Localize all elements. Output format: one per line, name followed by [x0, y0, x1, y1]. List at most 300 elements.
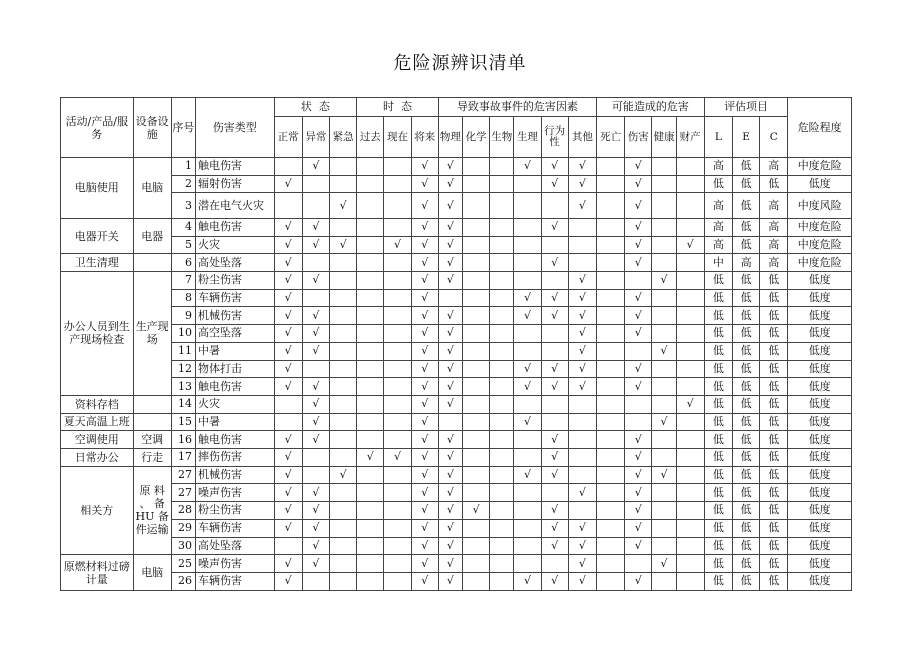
- eval-cell: 低: [732, 413, 759, 431]
- check-cell: √: [676, 395, 704, 413]
- check-cell: [302, 360, 329, 378]
- check-cell: √: [438, 537, 462, 555]
- check-cell: [384, 289, 411, 307]
- check-cell: √: [274, 325, 302, 343]
- check-cell: √: [568, 158, 596, 176]
- risk-level-cell: 低度: [788, 502, 852, 520]
- check-cell: √: [274, 254, 302, 272]
- check-cell: √: [541, 449, 568, 467]
- check-cell: [384, 466, 411, 484]
- eval-cell: 低: [732, 484, 759, 502]
- seq-cell: 8: [171, 289, 195, 307]
- check-cell: √: [541, 175, 568, 193]
- header-column: L: [704, 117, 732, 158]
- check-cell: [490, 271, 514, 289]
- check-cell: [676, 378, 704, 396]
- check-cell: √: [411, 158, 438, 176]
- check-cell: √: [438, 175, 462, 193]
- seq-cell: 5: [171, 236, 195, 254]
- check-cell: [568, 395, 596, 413]
- check-cell: √: [676, 236, 704, 254]
- check-cell: [652, 254, 676, 272]
- header-column: C: [760, 117, 788, 158]
- check-cell: [514, 484, 541, 502]
- check-cell: [384, 537, 411, 555]
- check-cell: [652, 218, 676, 236]
- check-cell: [438, 289, 462, 307]
- check-cell: [652, 360, 676, 378]
- eval-cell: 低: [732, 236, 759, 254]
- eval-cell: 低: [760, 175, 788, 193]
- eval-cell: 低: [704, 307, 732, 325]
- check-cell: [490, 307, 514, 325]
- eval-cell: 低: [732, 466, 759, 484]
- check-cell: [676, 466, 704, 484]
- check-cell: [596, 449, 624, 467]
- risk-level-cell: 低度: [788, 175, 852, 193]
- eval-cell: 低: [760, 449, 788, 467]
- check-cell: [676, 254, 704, 272]
- check-cell: [384, 484, 411, 502]
- check-cell: √: [438, 236, 462, 254]
- check-cell: √: [411, 342, 438, 360]
- check-cell: [676, 449, 704, 467]
- check-cell: √: [541, 360, 568, 378]
- check-cell: [274, 158, 302, 176]
- check-cell: [514, 218, 541, 236]
- check-cell: [329, 254, 356, 272]
- check-cell: [625, 342, 652, 360]
- check-cell: [541, 342, 568, 360]
- harm-type-cell: 高处坠落: [196, 254, 275, 272]
- check-cell: [541, 484, 568, 502]
- harm-type-cell: 粉尘伤害: [196, 502, 275, 520]
- check-cell: [357, 193, 384, 218]
- header-column: E: [732, 117, 759, 158]
- check-cell: [490, 519, 514, 537]
- check-cell: [514, 175, 541, 193]
- check-cell: [357, 360, 384, 378]
- risk-level-cell: 低度: [788, 449, 852, 467]
- check-cell: [357, 236, 384, 254]
- check-cell: [596, 572, 624, 590]
- check-cell: √: [302, 484, 329, 502]
- check-cell: √: [438, 555, 462, 573]
- check-cell: √: [411, 555, 438, 573]
- check-cell: √: [541, 502, 568, 520]
- check-cell: √: [625, 431, 652, 449]
- check-cell: √: [438, 449, 462, 467]
- seq-cell: 7: [171, 271, 195, 289]
- check-cell: √: [568, 572, 596, 590]
- check-cell: √: [438, 307, 462, 325]
- risk-level-cell: 低度: [788, 413, 852, 431]
- check-cell: [596, 484, 624, 502]
- check-cell: [541, 555, 568, 573]
- check-cell: √: [514, 572, 541, 590]
- check-cell: √: [652, 342, 676, 360]
- check-cell: √: [438, 572, 462, 590]
- seq-cell: 9: [171, 307, 195, 325]
- check-cell: √: [302, 271, 329, 289]
- check-cell: [676, 360, 704, 378]
- eval-cell: 高: [760, 236, 788, 254]
- seq-cell: 11: [171, 342, 195, 360]
- check-cell: [357, 218, 384, 236]
- check-cell: [462, 431, 489, 449]
- check-cell: [676, 271, 704, 289]
- table-body: [61, 158, 852, 591]
- check-cell: [652, 502, 676, 520]
- activity-cell: 卫生清理: [61, 254, 134, 272]
- check-cell: [568, 431, 596, 449]
- check-cell: [462, 342, 489, 360]
- check-cell: [302, 572, 329, 590]
- risk-level-cell: 低度: [788, 572, 852, 590]
- eval-cell: 低: [704, 325, 732, 343]
- check-cell: √: [438, 254, 462, 272]
- check-cell: [384, 158, 411, 176]
- check-cell: √: [438, 342, 462, 360]
- check-cell: √: [302, 413, 329, 431]
- check-cell: [514, 325, 541, 343]
- eval-cell: 低: [760, 395, 788, 413]
- seq-cell: 30: [171, 537, 195, 555]
- check-cell: [490, 175, 514, 193]
- check-cell: √: [302, 395, 329, 413]
- check-cell: √: [438, 466, 462, 484]
- eval-cell: 低: [704, 449, 732, 467]
- check-cell: √: [625, 218, 652, 236]
- seq-cell: 29: [171, 519, 195, 537]
- eval-cell: 低: [732, 431, 759, 449]
- risk-level-cell: 低度: [788, 289, 852, 307]
- check-cell: [490, 502, 514, 520]
- check-cell: √: [274, 484, 302, 502]
- eval-cell: 低: [732, 175, 759, 193]
- harm-type-cell: 车辆伤害: [196, 519, 275, 537]
- check-cell: √: [541, 307, 568, 325]
- eval-cell: 低: [760, 307, 788, 325]
- check-cell: [384, 218, 411, 236]
- check-cell: √: [625, 519, 652, 537]
- check-cell: [329, 449, 356, 467]
- activity-cell: 空调使用: [61, 431, 134, 449]
- check-cell: √: [411, 271, 438, 289]
- eval-cell: 低: [760, 572, 788, 590]
- check-cell: [384, 193, 411, 218]
- check-cell: [490, 193, 514, 218]
- harm-type-cell: 辐射伤害: [196, 175, 275, 193]
- header-harm-type: 伤害类型: [196, 98, 275, 158]
- check-cell: [652, 537, 676, 555]
- check-cell: [357, 519, 384, 537]
- check-cell: [329, 395, 356, 413]
- table-row: [61, 218, 852, 236]
- header-equipment: 设备设施: [133, 98, 171, 158]
- header-column: 财产: [676, 117, 704, 158]
- check-cell: [652, 449, 676, 467]
- eval-cell: 中: [704, 254, 732, 272]
- risk-level-cell: 低度: [788, 360, 852, 378]
- check-cell: √: [625, 193, 652, 218]
- check-cell: [541, 395, 568, 413]
- check-cell: √: [541, 519, 568, 537]
- check-cell: √: [302, 555, 329, 573]
- check-cell: √: [274, 555, 302, 573]
- eval-cell: 低: [760, 325, 788, 343]
- check-cell: [596, 555, 624, 573]
- check-cell: √: [462, 502, 489, 520]
- check-cell: [652, 484, 676, 502]
- table-row: [61, 236, 852, 254]
- harm-type-cell: 机械伤害: [196, 307, 275, 325]
- eval-cell: 低: [732, 307, 759, 325]
- seq-cell: 3: [171, 193, 195, 218]
- check-cell: [514, 537, 541, 555]
- harm-type-cell: 火灾: [196, 236, 275, 254]
- check-cell: [490, 395, 514, 413]
- check-cell: √: [625, 484, 652, 502]
- equipment-cell: [133, 395, 171, 413]
- table-row: [61, 395, 852, 413]
- table-row: [61, 378, 852, 396]
- check-cell: [490, 325, 514, 343]
- check-cell: [652, 325, 676, 343]
- check-cell: [329, 537, 356, 555]
- header-tense-group: 时 态: [357, 98, 439, 117]
- check-cell: [596, 236, 624, 254]
- check-cell: √: [625, 254, 652, 272]
- check-cell: √: [411, 254, 438, 272]
- check-cell: [596, 218, 624, 236]
- check-cell: √: [302, 218, 329, 236]
- check-cell: √: [625, 378, 652, 396]
- activity-cell: 资料存档: [61, 395, 134, 413]
- check-cell: [357, 289, 384, 307]
- check-cell: √: [411, 218, 438, 236]
- check-cell: [462, 236, 489, 254]
- header-eval-group: 评估项目: [704, 98, 788, 117]
- risk-level-cell: 低度: [788, 519, 852, 537]
- check-cell: [329, 342, 356, 360]
- check-cell: [652, 519, 676, 537]
- check-cell: √: [411, 175, 438, 193]
- check-cell: [462, 555, 489, 573]
- check-cell: √: [274, 271, 302, 289]
- check-cell: √: [411, 449, 438, 467]
- check-cell: √: [514, 466, 541, 484]
- check-cell: [329, 502, 356, 520]
- check-cell: [652, 431, 676, 449]
- check-cell: [490, 413, 514, 431]
- check-cell: [568, 413, 596, 431]
- check-cell: [490, 360, 514, 378]
- check-cell: [329, 158, 356, 176]
- check-cell: [384, 502, 411, 520]
- check-cell: [676, 193, 704, 218]
- check-cell: [357, 413, 384, 431]
- check-cell: [596, 360, 624, 378]
- check-cell: [490, 342, 514, 360]
- risk-level-cell: 中度危险: [788, 254, 852, 272]
- check-cell: √: [438, 218, 462, 236]
- check-cell: √: [302, 378, 329, 396]
- check-cell: [514, 254, 541, 272]
- check-cell: √: [568, 537, 596, 555]
- check-cell: [514, 449, 541, 467]
- check-cell: [329, 307, 356, 325]
- check-cell: [462, 193, 489, 218]
- check-cell: √: [438, 431, 462, 449]
- equipment-cell: 生产现场: [133, 271, 171, 395]
- check-cell: [462, 395, 489, 413]
- seq-cell: 26: [171, 572, 195, 590]
- check-cell: √: [541, 158, 568, 176]
- check-cell: [596, 289, 624, 307]
- check-cell: [384, 271, 411, 289]
- equipment-cell: 电脑: [133, 555, 171, 591]
- check-cell: [274, 395, 302, 413]
- check-cell: √: [438, 193, 462, 218]
- check-cell: [384, 431, 411, 449]
- header-column: 将来: [411, 117, 438, 158]
- check-cell: √: [568, 271, 596, 289]
- check-cell: [596, 325, 624, 343]
- eval-cell: 高: [760, 254, 788, 272]
- harm-type-cell: 触电伤害: [196, 378, 275, 396]
- check-cell: [357, 395, 384, 413]
- eval-cell: 低: [760, 431, 788, 449]
- check-cell: √: [438, 395, 462, 413]
- activity-cell: 电脑使用: [61, 158, 134, 219]
- check-cell: [568, 236, 596, 254]
- harm-type-cell: 中暑: [196, 342, 275, 360]
- check-cell: √: [438, 502, 462, 520]
- eval-cell: 低: [704, 271, 732, 289]
- check-cell: [625, 413, 652, 431]
- check-cell: √: [274, 360, 302, 378]
- table-row: [61, 449, 852, 467]
- eval-cell: 高: [732, 254, 759, 272]
- table-row: [61, 466, 852, 484]
- check-cell: [596, 193, 624, 218]
- risk-level-cell: 中度风险: [788, 193, 852, 218]
- header-state-group: 状 态: [274, 98, 357, 117]
- eval-cell: 低: [732, 360, 759, 378]
- check-cell: [384, 325, 411, 343]
- check-cell: [357, 307, 384, 325]
- check-cell: [462, 449, 489, 467]
- harm-type-cell: 噪声伤害: [196, 484, 275, 502]
- table-row: [61, 342, 852, 360]
- check-cell: √: [652, 555, 676, 573]
- table-header: [61, 98, 852, 158]
- check-cell: √: [274, 236, 302, 254]
- equipment-cell: 空调: [133, 431, 171, 449]
- page-title: 危险源辨识清单: [393, 53, 527, 74]
- check-cell: [541, 236, 568, 254]
- check-cell: √: [411, 289, 438, 307]
- check-cell: [462, 360, 489, 378]
- harm-type-cell: 触电伤害: [196, 431, 275, 449]
- header-column: 紧急: [329, 117, 356, 158]
- harm-type-cell: 潜在电气火灾: [196, 193, 275, 218]
- activity-cell: 相关方: [61, 466, 134, 555]
- check-cell: [490, 218, 514, 236]
- risk-level-cell: 低度: [788, 484, 852, 502]
- check-cell: [596, 537, 624, 555]
- check-cell: [676, 307, 704, 325]
- eval-cell: 低: [760, 484, 788, 502]
- eval-cell: 低: [704, 519, 732, 537]
- check-cell: √: [302, 236, 329, 254]
- check-cell: [625, 271, 652, 289]
- check-cell: [357, 378, 384, 396]
- seq-cell: 12: [171, 360, 195, 378]
- seq-cell: 2: [171, 175, 195, 193]
- check-cell: √: [625, 360, 652, 378]
- eval-cell: 低: [704, 484, 732, 502]
- eval-cell: 低: [704, 395, 732, 413]
- check-cell: √: [568, 519, 596, 537]
- check-cell: [514, 193, 541, 218]
- check-cell: [384, 395, 411, 413]
- table-row: [61, 572, 852, 590]
- check-cell: √: [438, 360, 462, 378]
- header-column: 过去: [357, 117, 384, 158]
- check-cell: [357, 175, 384, 193]
- risk-level-cell: 低度: [788, 537, 852, 555]
- check-cell: √: [411, 236, 438, 254]
- check-cell: √: [568, 289, 596, 307]
- check-cell: [596, 158, 624, 176]
- header-column: 其他: [568, 117, 596, 158]
- check-cell: [357, 158, 384, 176]
- check-cell: [384, 254, 411, 272]
- check-cell: [514, 555, 541, 573]
- harm-type-cell: 粉尘伤害: [196, 271, 275, 289]
- check-cell: [329, 218, 356, 236]
- check-cell: [676, 342, 704, 360]
- check-cell: [490, 289, 514, 307]
- eval-cell: 低: [732, 378, 759, 396]
- table-row: [61, 519, 852, 537]
- eval-cell: 低: [760, 519, 788, 537]
- check-cell: √: [652, 466, 676, 484]
- eval-cell: 低: [760, 289, 788, 307]
- check-cell: [490, 158, 514, 176]
- check-cell: [357, 342, 384, 360]
- activity-cell: 办公人员到生产现场检查: [61, 271, 134, 395]
- check-cell: [652, 395, 676, 413]
- header-column: 现在: [384, 117, 411, 158]
- check-cell: [596, 502, 624, 520]
- risk-level-cell: 低度: [788, 555, 852, 573]
- check-cell: [329, 271, 356, 289]
- table-row: [61, 193, 852, 218]
- eval-cell: 低: [760, 360, 788, 378]
- table-row: [61, 175, 852, 193]
- check-cell: √: [274, 378, 302, 396]
- check-cell: [652, 193, 676, 218]
- check-cell: √: [568, 342, 596, 360]
- check-cell: [329, 519, 356, 537]
- check-cell: [384, 378, 411, 396]
- check-cell: √: [541, 218, 568, 236]
- eval-cell: 低: [704, 502, 732, 520]
- risk-level-cell: 低度: [788, 395, 852, 413]
